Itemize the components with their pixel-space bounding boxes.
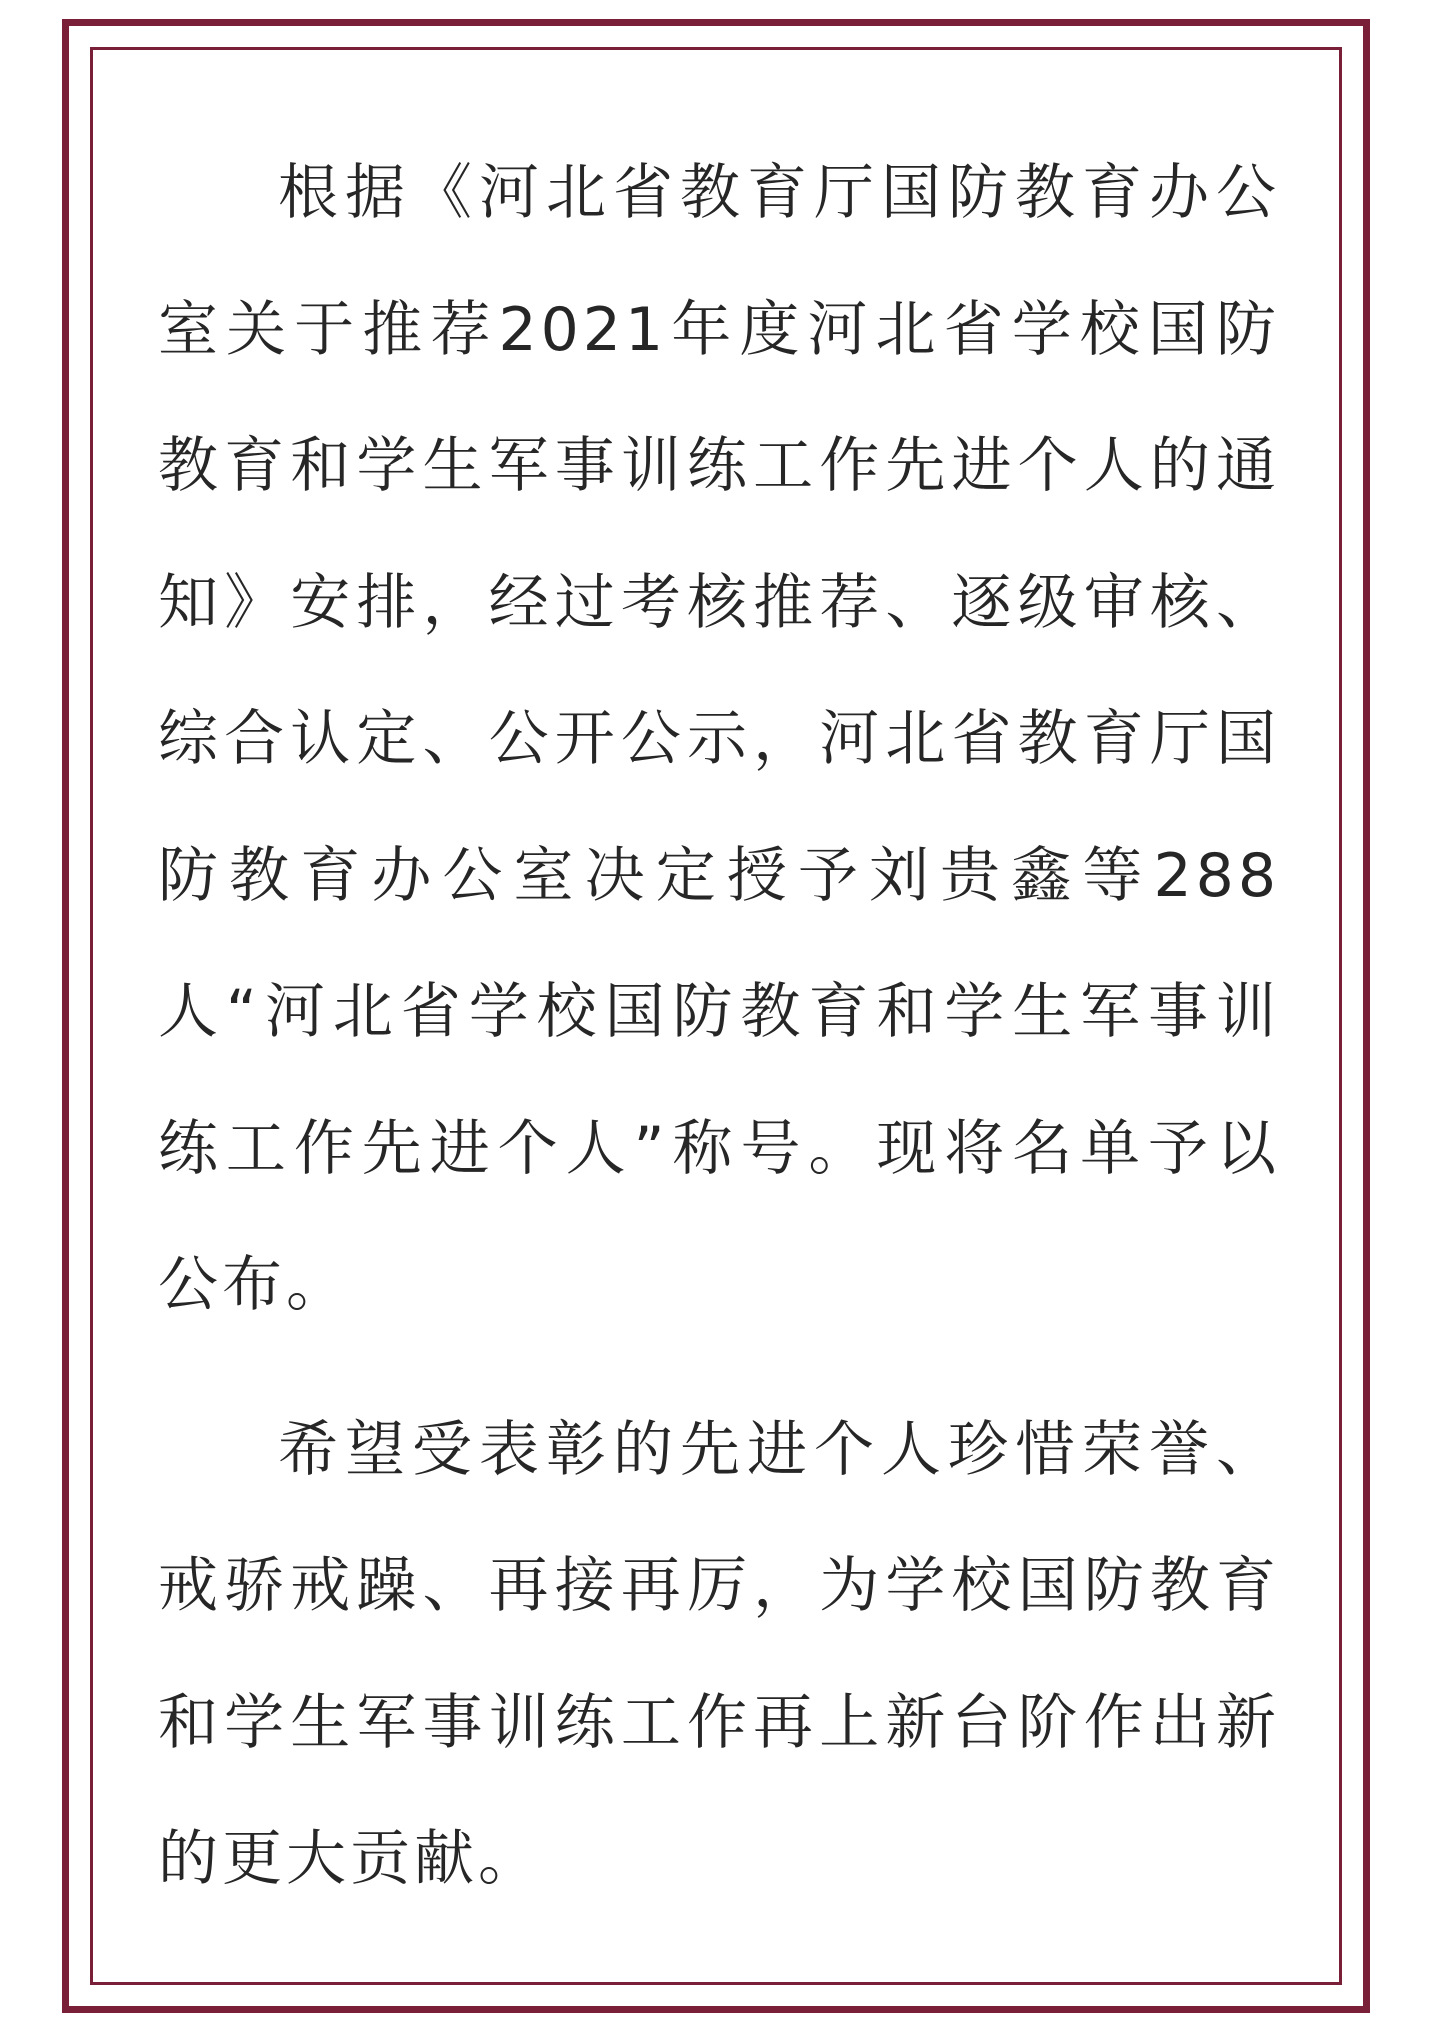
notice-paragraph-announcement: 根据《河北省教育厅国防教育办公室关于推荐2021年度河北省学校国防教育和学生军事训练工作先进个人的通知》安排，经过考核推荐、逐级审核、综合认定、公开公示，河北省教育厅国防教育办公室决定授予刘贵鑫等288人“河北省学校国防教育和学生军事训练工作先进个人”称号。现将名单予以公布。	[158, 158, 1280, 1320]
notice-body	[158, 125, 1280, 1928]
notice-paragraph-encouragement: 希望受表彰的先进个人珍惜荣誉、戒骄戒躁、再接再厉，为学校国防教育和学生军事训练工作再上新台阶作出新的更大贡献。	[158, 1414, 1280, 1894]
